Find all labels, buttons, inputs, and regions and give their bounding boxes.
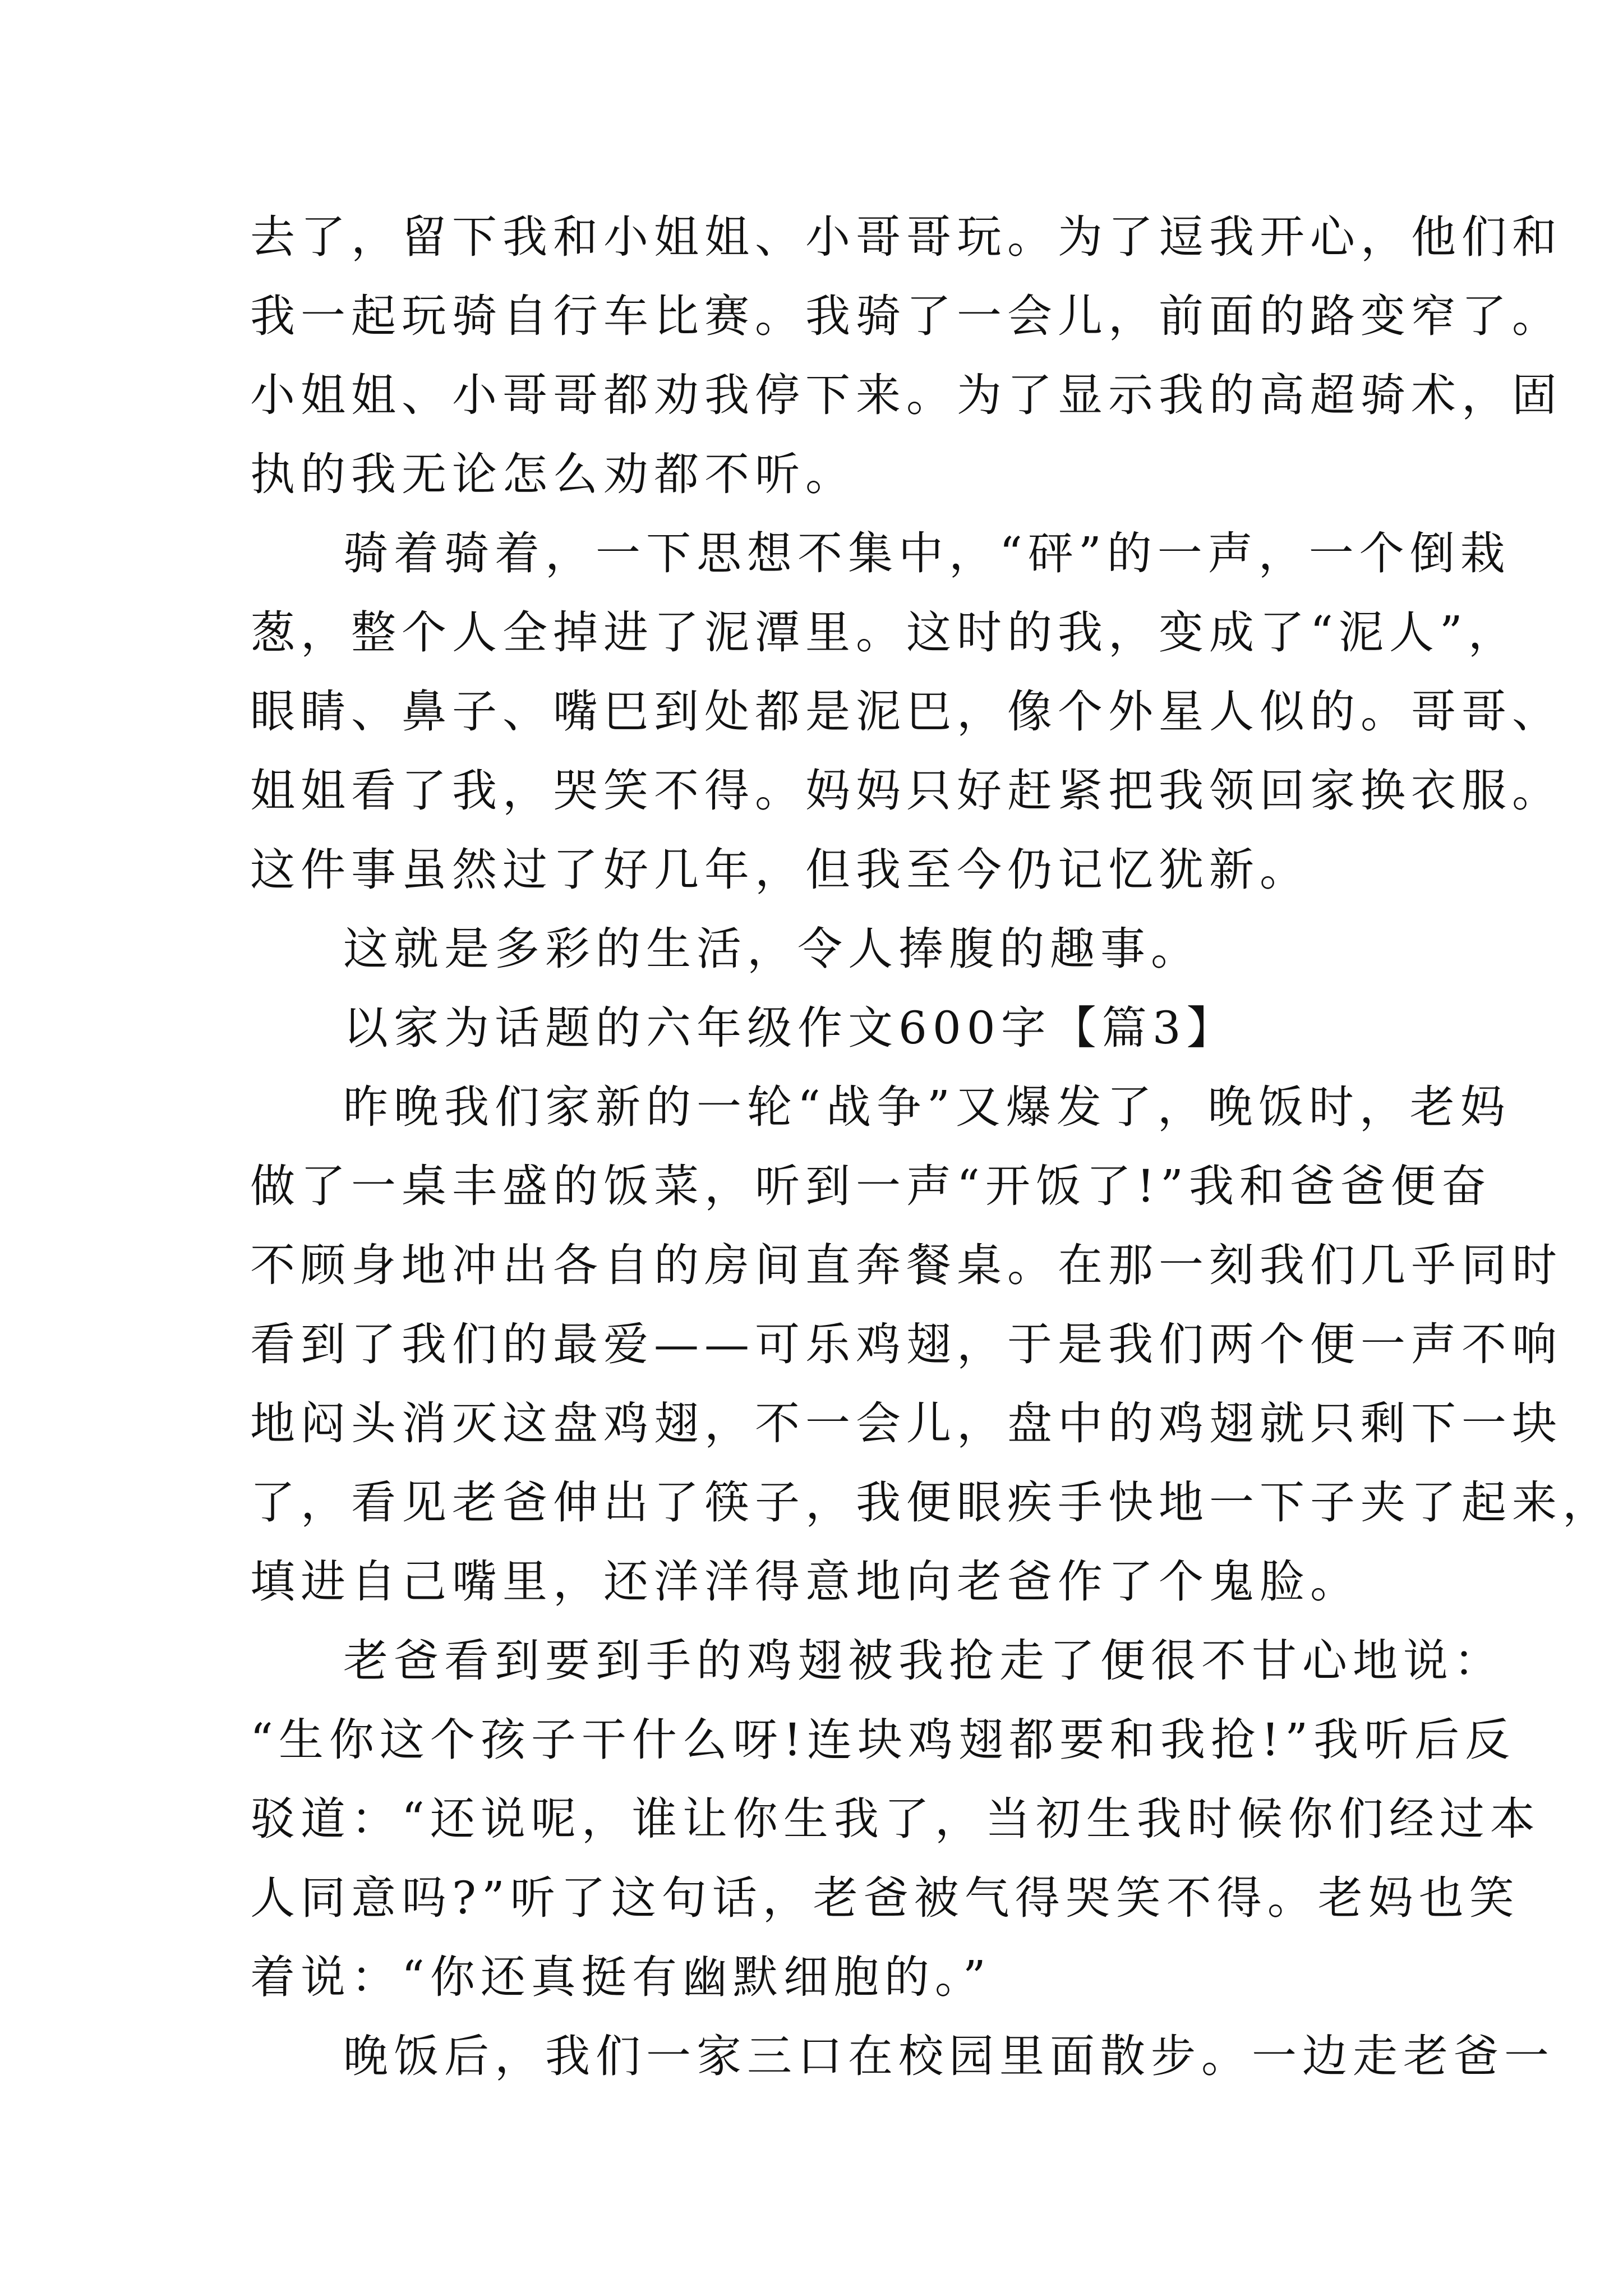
paragraph-continued bbox=[250, 197, 1562, 514]
paragraph-walk bbox=[250, 2017, 1555, 2096]
text-line: 这就是多彩的生活，令人捧腹的趣事。 bbox=[343, 923, 1201, 975]
text-line: 着说：“你还真挺有幽默细胞的。” bbox=[250, 1951, 992, 2003]
text-line: 姐姐看了我，哭笑不得。妈妈只好赶紧把我领回家换衣服。 bbox=[250, 765, 1562, 817]
text-line: 昨晚我们家新的一轮“战争”又爆发了，晚饭时，老妈 bbox=[343, 1081, 1511, 1133]
text-line: 执的我无论怎么劝都不听。 bbox=[250, 448, 856, 500]
text-line: 去了，留下我和小姐姐、小哥哥玩。为了逗我开心，他们和 bbox=[250, 211, 1562, 263]
text-line: 小姐姐、小哥哥都劝我停下来。为了显示我的高超骑术，固 bbox=[250, 369, 1562, 421]
text-line: 不顾身地冲出各自的房间直奔餐桌。在那一刻我们几乎同时 bbox=[250, 1239, 1562, 1291]
essay-text bbox=[250, 197, 1613, 2096]
text-line: 眼睛、鼻子、嘴巴到处都是泥巴，像个外星人似的。哥哥、 bbox=[250, 685, 1562, 738]
section-heading bbox=[250, 988, 1405, 1068]
text-line: 做了一桌丰盛的饭菜，听到一声“开饭了!”我和爸爸便奋 bbox=[250, 1160, 1492, 1212]
text-line: 葱，整个人全掉进了泥潭里。这时的我，变成了“泥人”， bbox=[250, 606, 1519, 659]
text-line: 看到了我们的最爱——可乐鸡翅，于是我们两个便一声不响 bbox=[250, 1318, 1562, 1370]
text-line: 人同意吗?”听了这句话，老爸被气得哭笑不得。老妈也笑 bbox=[250, 1872, 1520, 1924]
text-line: 驳道：“还说呢，谁让你生我了，当初生我时候你们经过本 bbox=[250, 1793, 1541, 1845]
paragraph-conclusion bbox=[250, 909, 1405, 988]
section-heading-text: 以家为话题的六年级作文600字【篇3】 bbox=[343, 1002, 1237, 1054]
paragraph-dinner bbox=[250, 1068, 1613, 1621]
text-line: 骑着骑着，一下思想不集中，“砰”的一声，一个倒栽 bbox=[343, 527, 1511, 579]
text-line: 晚饭后，我们一家三口在校园里面散步。一边走老爸一 bbox=[343, 2030, 1555, 2082]
paragraph-dad-reply bbox=[250, 1621, 1541, 2017]
text-line: 填进自己嘴里，还洋洋得意地向老爸作了个鬼脸。 bbox=[250, 1556, 1361, 1608]
text-line: 我一起玩骑自行车比赛。我骑了一会儿，前面的路变窄了。 bbox=[250, 290, 1562, 342]
text-line: 地闷头消灭这盘鸡翅，不一会儿，盘中的鸡翅就只剩下一块 bbox=[250, 1397, 1562, 1450]
text-line: “生你这个孩子干什么呀!连块鸡翅都要和我抢!”我听后反 bbox=[250, 1714, 1516, 1766]
text-line: 这件事虽然过了好几年，但我至今仍记忆犹新。 bbox=[250, 844, 1310, 896]
text-line: 老爸看到要到手的鸡翅被我抢走了便很不甘心地说： bbox=[343, 1635, 1504, 1687]
paragraph-fall bbox=[250, 514, 1562, 909]
text-line: 了，看见老爸伸出了筷子，我便眼疾手快地一下子夹了起来， bbox=[250, 1476, 1613, 1529]
